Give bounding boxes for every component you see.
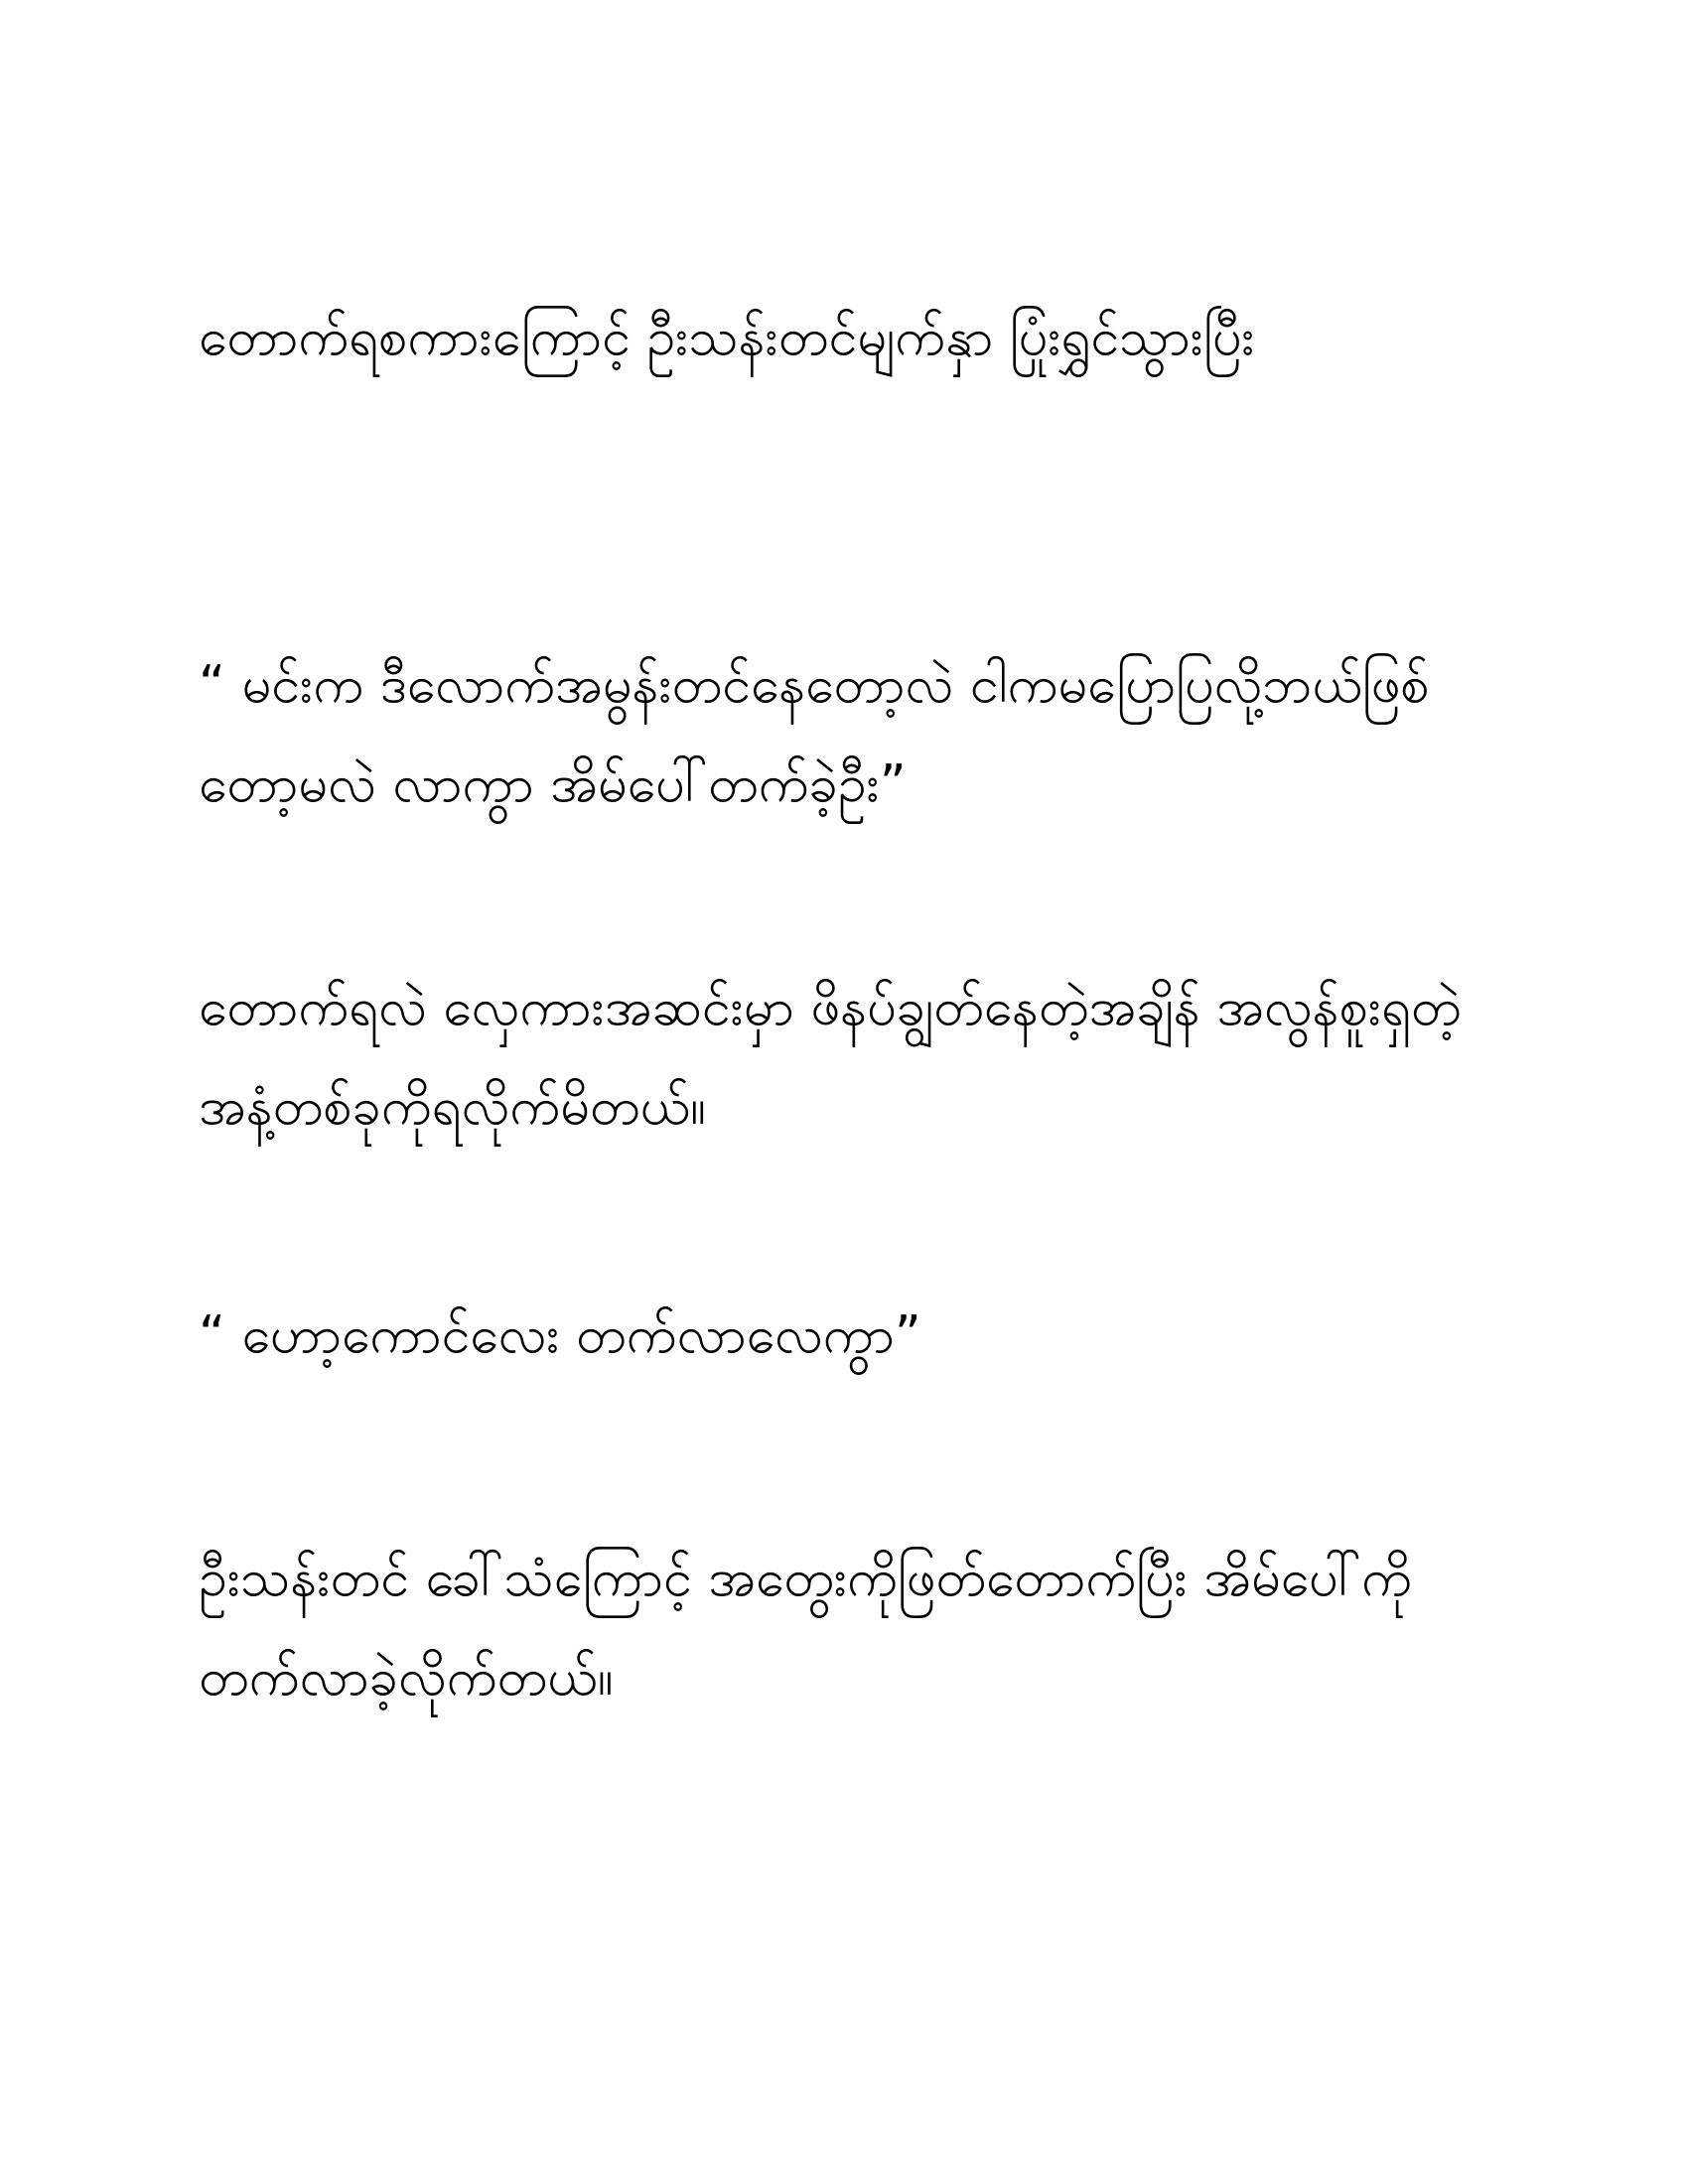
paragraph-dialogue-2: “ ဟော့ကောင်လေး တက်လာလေကွာ” xyxy=(199,1305,921,1365)
paragraph-narration-2: တောက်ရလဲ လှေကားအဆင်းမှာ ဖိနပ်ချွတ်နေတဲ့အချိန် အလွန်စူးရှတဲ့အနံ့တစ်ခုကိုရလိုက်မိတယ်။ xyxy=(199,978,1462,1137)
paragraph-dialogue-1: “ မင်းက ဒီလောက်အမွန်းတင်နေတော့လဲ ငါကမပြောပြလို့ဘယ်ဖြစ်တော့မလဲ လာကွာ အိမ်ပေါ်တက်ခဲ့ဦး” xyxy=(199,655,1430,814)
paragraph-narration-3: ဦးသန်းတင် ခေါ်သံကြောင့် အတွေးကိုဖြတ်တောက်ပြီး အိမ်ပေါ်ကို တက်လာခဲ့လိုက်တယ်။ xyxy=(199,1549,1412,1707)
paragraph-narration-1: တောက်ရစကားကြောင့် ဦးသန်းတင်မျက်နှာ ပြုံးရွှင်သွားပြီး xyxy=(199,308,1255,367)
